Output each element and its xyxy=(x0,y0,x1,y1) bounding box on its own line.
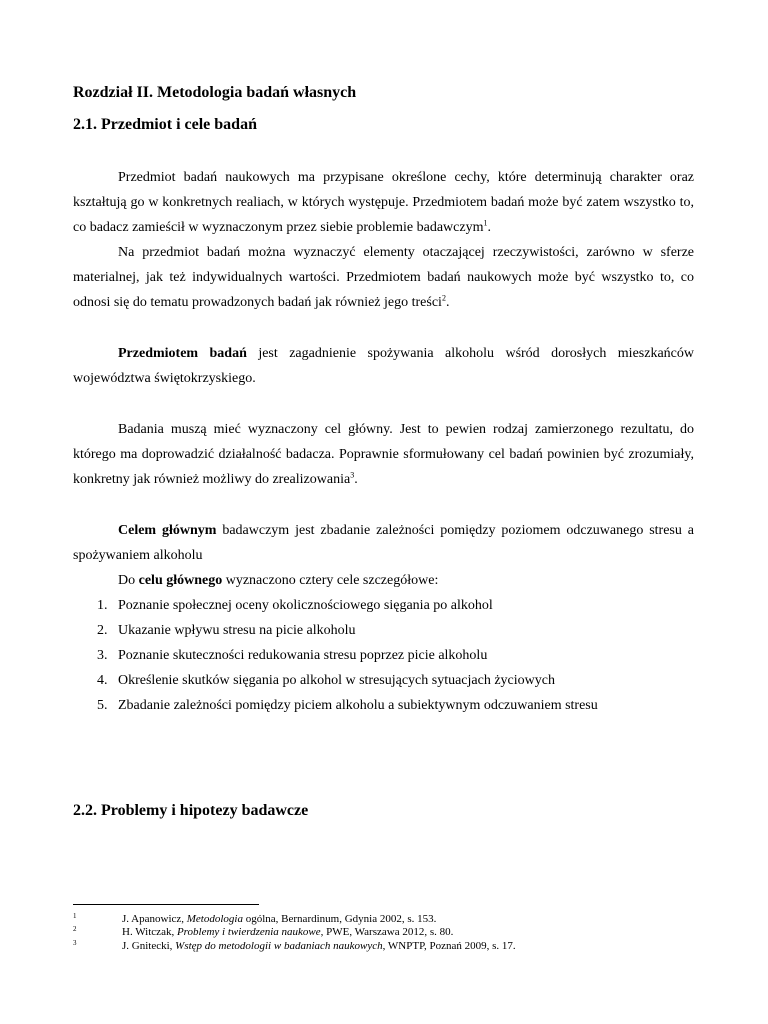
list-item xyxy=(73,693,694,718)
footnote-ref-1[interactable]: 1 xyxy=(483,218,488,228)
footnote-number: 1 xyxy=(73,912,77,920)
list-item xyxy=(73,618,694,643)
list-item-text: Zbadanie zależności pomiędzy piciem alkoholu a subiektywnym odczuwaniem stresu xyxy=(118,698,598,713)
paragraph-main-goal-definition: Badania muszą mieć wyznaczony cel główny. Jest to pewien rodzaj zamierzonego rezultatu, do którego ma doprowadzić działalność badacza. Poprawnie sformułowany cel badań powinien być zrozumiały, konkretny jak również możliwy do zrealizowania$^3$. xyxy=(73,422,694,487)
list-item-number: 2. xyxy=(97,623,108,638)
list-item xyxy=(73,593,694,618)
footnote-text: J. Apanowicz, xyxy=(122,913,187,925)
chapter-title: Rozdział II. Metodologia badań własnych xyxy=(73,84,357,101)
paragraph-main-goal xyxy=(73,518,694,718)
footnote-text: J. Gnitecki, xyxy=(122,940,176,952)
goal-bold: Celem głównym xyxy=(118,523,217,538)
paragraph-object-definition: Przedmiot badań naukowych ma przypisane określone cechy, które determinują charakter oraz kształtują go w konkretnych realiach, w których występuje. Przedmiotem badań może być zatem wszystko to, co badacz zamieścił w wyznaczonym przez siebie problemie badawczym$^1$. Na przedmiot badań można wyznaczyć elementy otaczającej rzeczywistości, zarówno w sferze materialnej, jak też indywidualnych wartości. Przedmiotem badań naukowych może być wszystko to, co odnosi się do tematu prowadzonych badań jak również jego treści$^2$. xyxy=(73,170,694,310)
footnote-number: 3 xyxy=(73,939,77,947)
list-item-text: Określenie skutków sięgania po alkohol w stresujących sytuacjach życiowych xyxy=(118,673,555,688)
specific-goals-list xyxy=(73,593,694,718)
section-title-2-2: 2.2. Problemy i hipotezy badawcze xyxy=(73,802,309,819)
paragraph-text: Badania muszą mieć wyznaczony cel główny. Jest to pewien rodzaj zamierzonego rezultatu, do którego ma doprowadzić działalność badacza. Poprawnie sformułowany cel badań powinien być zrozumiały, konkretny jak również możliwy do zrealizowania xyxy=(73,422,694,487)
footnote-ref-3[interactable]: 3 xyxy=(350,470,355,480)
list-item-text: Ukazanie wpływu stresu na picie alkoholu xyxy=(118,623,356,638)
paragraph-research-subject xyxy=(73,341,694,391)
footnote-text: H. Witczak, xyxy=(122,926,177,938)
list-item-text: Poznanie społecznej oceny okolicznościowego sięgania po alkohol xyxy=(118,598,493,613)
list-item-number: 5. xyxy=(97,698,108,713)
goals-intro-post: wyznaczono cztery cele szczegółowe: xyxy=(222,573,439,588)
section-title-2-1: 2.1. Przedmiot i cele badań xyxy=(73,116,257,133)
list-item-number: 1. xyxy=(97,598,108,613)
goals-intro-pre: Do xyxy=(118,573,139,588)
list-item-number: 3. xyxy=(97,648,108,663)
goal-text: badawczym jest zbadanie zależności pomiędzy poziomem odczuwanego stresu a spożywaniem alkoholu xyxy=(73,523,694,563)
paragraph-text: Przedmiot badań naukowych ma przypisane określone cechy, które determinują charakter oraz kształtują go w konkretnych realiach, w których występuje. Przedmiotem badań może być zatem wszystko to, co badacz zamieścił w wyznaczonym przez siebie problemie badawczym xyxy=(73,170,694,235)
list-item-text: Poznanie skuteczności redukowania stresu poprzez picie alkoholu xyxy=(118,648,488,663)
list-item xyxy=(73,643,694,668)
subject-bold: Przedmiotem badań xyxy=(118,346,247,361)
footnote-text: ogólna, Bernardinum, Gdynia 2002, s. 153. xyxy=(242,913,437,925)
list-item-number: 4. xyxy=(97,673,108,688)
goals-intro-bold: celu głównego xyxy=(138,573,223,588)
footnote-title: Problemy i twierdzenia naukowe, xyxy=(176,926,324,938)
footnote-separator xyxy=(73,904,259,905)
footnote-title: Wstęp do metodologii w badaniach naukowych xyxy=(175,940,383,952)
footnote-text: PWE, Warszawa 2012, s. 80. xyxy=(323,926,454,938)
subject-text: jest zagadnienie spożywania alkoholu wśród dorosłych mieszkańców województwa świętokrzyskiego. xyxy=(73,346,694,386)
footnote-ref-2[interactable]: 2 xyxy=(441,293,446,303)
goals-intro xyxy=(73,568,694,593)
paragraph-text: Na przedmiot badań można wyznaczyć elementy otaczającej rzeczywistości, zarówno w sferze materialnej, jak też indywidualnych wartości. Przedmiotem badań naukowych może być wszystko to, co odnosi się do tematu prowadzonych badań jak również jego treści xyxy=(73,245,694,310)
list-item xyxy=(73,668,694,693)
footnote-number: 2 xyxy=(73,925,77,933)
footnote-title: Metodologia xyxy=(186,913,243,925)
footnote-text: , WNPTP, Poznań 2009, s. 17. xyxy=(382,940,516,952)
